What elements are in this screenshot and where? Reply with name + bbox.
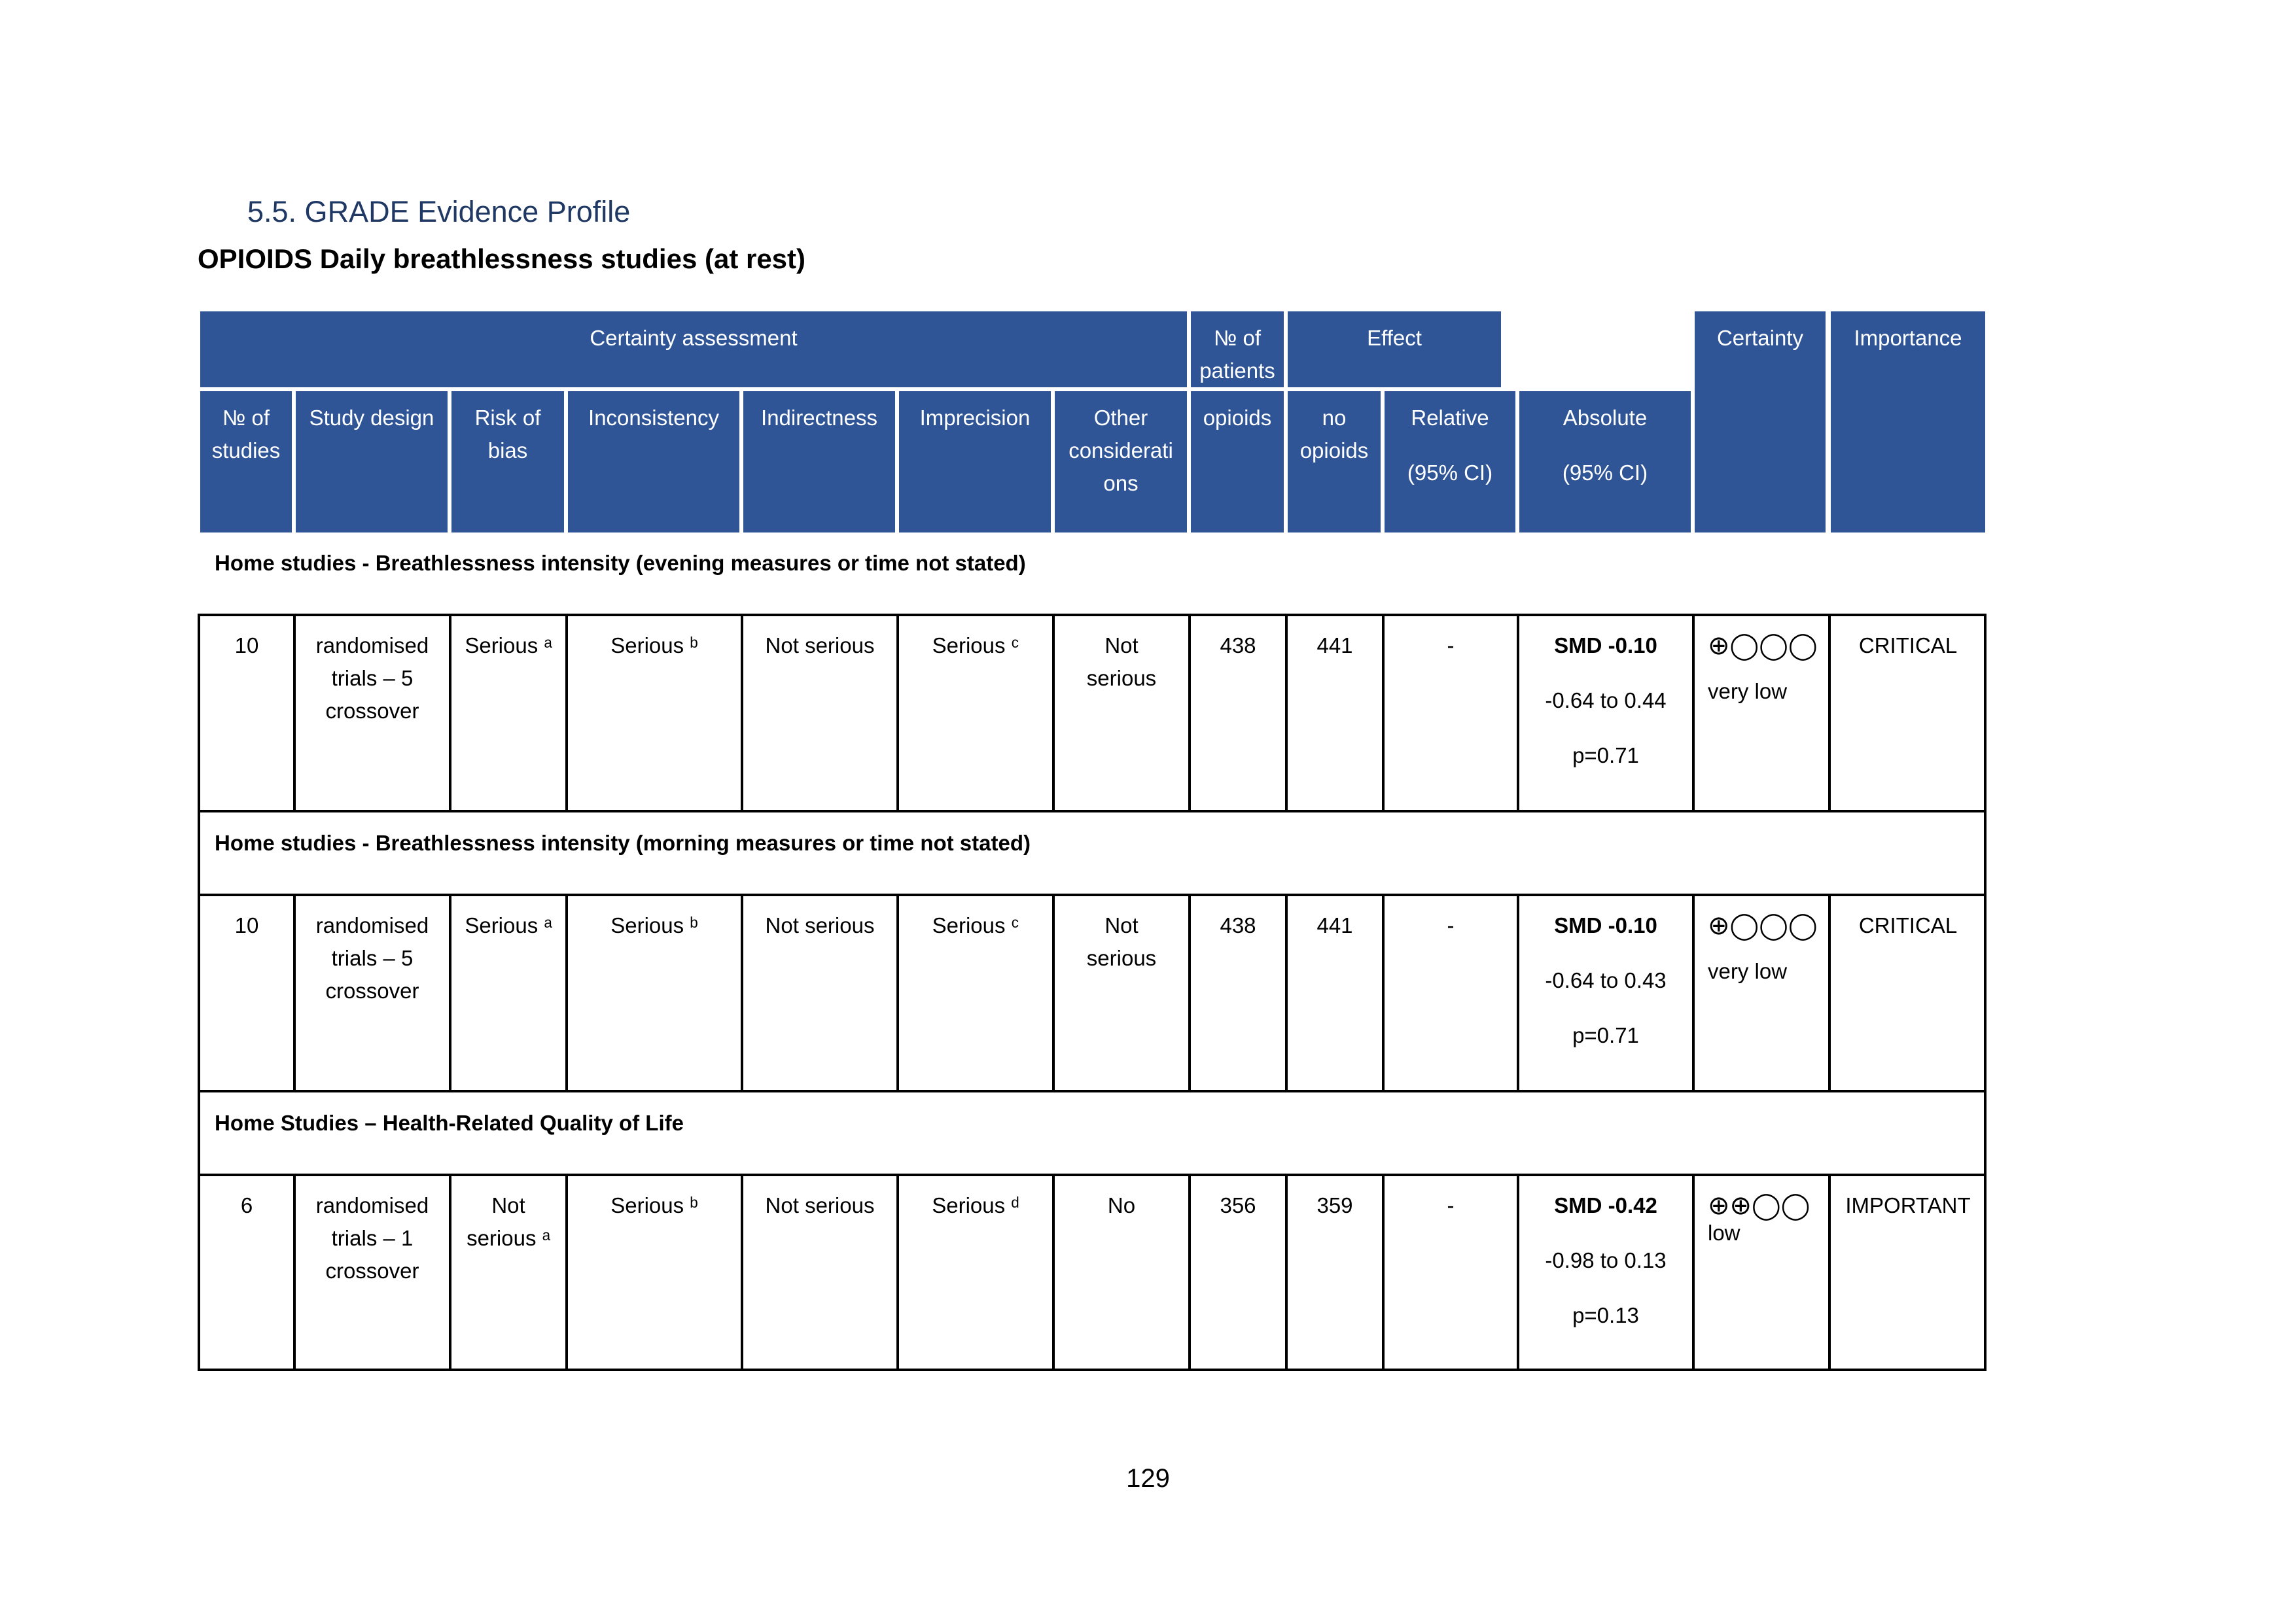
header-risk-of-bias: Risk of bias [451,391,564,532]
column-divider [741,614,743,812]
cell-studies: 10 [234,913,259,937]
cell-relative: - [1447,633,1455,657]
column-divider [449,1174,451,1371]
certainty-rating-icon: ⊕◯◯◯ [1708,631,1818,660]
column-divider [1188,614,1191,812]
cell-imprecision: Serious ᶜ [932,633,1019,657]
header-indirectness: Indirectness [743,391,895,532]
header-study-design: Study design [296,391,448,532]
cell-absolute: SMD -0.10 -0.64 to 0.43 p=0.71 [1545,913,1667,1047]
cell-study-design: randomised trials – 5 crossover [315,633,429,723]
certainty-rating-icon: ⊕⊕◯◯ [1708,1191,1810,1220]
page-number: 129 [1126,1464,1170,1493]
cell-studies: 10 [234,633,259,657]
column-divider [896,1174,899,1371]
column-divider [1382,1174,1385,1371]
cell-indirectness: Not serious [765,633,875,657]
column-divider [1692,1174,1695,1371]
cell-studies: 6 [240,1193,253,1217]
header-absolute: Absolute (95% CI) [1519,391,1691,532]
cell-certainty: ⊕⊕◯◯ low [1693,1176,1829,1370]
column-divider [1517,1174,1519,1371]
row-divider [198,810,1987,812]
section-title: Home studies - Breathlessness intensity (morning measures or time not stated) [215,831,1031,855]
column-divider [293,894,296,1092]
column-divider [198,614,200,1371]
column-divider [1382,894,1385,1092]
header-group-patients: № of patients [1191,311,1284,387]
header-no-of-studies: № of studies [200,391,292,532]
row-divider [198,614,1987,616]
section-title: Home studies - Breathlessness intensity (evening measures or time not stated) [215,551,1026,575]
column-divider [449,894,451,1092]
column-divider [565,614,568,812]
cell-relative: - [1447,913,1455,937]
cell-other-considerations: Not serious [1086,633,1157,690]
cell-imprecision: Serious ᶜ [932,913,1019,937]
cell-inconsistency: Serious ᵇ [610,913,698,937]
cell-imprecision: Serious ᵈ [932,1193,1019,1217]
cell-inconsistency: Serious ᵇ [610,1193,698,1217]
cell-inconsistency: Serious ᵇ [610,633,698,657]
header-relative: Relative (95% CI) [1385,391,1515,532]
cell-importance: CRITICAL [1858,913,1958,937]
cell-indirectness: Not serious [765,913,875,937]
column-divider [1052,894,1055,1092]
column-divider [293,614,296,812]
header-group-certainty-assessment: Certainty assessment [200,311,1187,387]
cell-study-design: randomised trials – 5 crossover [315,913,429,1003]
cell-risk-of-bias: Serious ᵃ [465,633,552,657]
cell-other-considerations: Not serious [1086,913,1157,970]
column-divider [1984,614,1987,1371]
column-divider [1382,614,1385,812]
column-divider [1828,1174,1831,1371]
cell-opioids: 438 [1220,913,1256,937]
section-heading: 5.5. GRADE Evidence Profile [247,195,631,228]
column-divider [1188,894,1191,1092]
cell-opioids: 438 [1220,633,1256,657]
column-divider [741,894,743,1092]
cell-no-opioids: 441 [1316,913,1353,937]
column-divider [1285,614,1288,812]
cell-indirectness: Not serious [765,1193,875,1217]
cell-no-opioids: 441 [1316,633,1353,657]
column-divider [1285,894,1288,1092]
cell-risk-of-bias: Serious ᵃ [465,913,552,937]
header-importance: Importance [1831,311,1985,532]
header-opioids: opioids [1191,391,1284,532]
column-divider [1517,614,1519,812]
cell-absolute: SMD -0.42 -0.98 to 0.13 p=0.13 [1545,1193,1667,1327]
column-divider [565,1174,568,1371]
column-divider [1285,1174,1288,1371]
column-divider [1692,614,1695,812]
column-divider [1828,894,1831,1092]
row-divider [198,1174,1987,1176]
cell-study-design: randomised trials – 1 crossover [315,1193,429,1283]
cell-relative: - [1447,1193,1455,1217]
table-title: OPIOIDS Daily breathlessness studies (at rest) [198,243,806,274]
column-divider [896,614,899,812]
cell-no-opioids: 359 [1316,1193,1353,1217]
column-divider [1052,614,1055,812]
cell-opioids: 356 [1220,1193,1256,1217]
column-divider [449,614,451,812]
header-other-considerations: Other considerati ons [1055,391,1187,532]
row-divider [198,1090,1987,1092]
column-divider [1052,1174,1055,1371]
cell-absolute: SMD -0.10 -0.64 to 0.44 p=0.71 [1545,633,1667,767]
header-certainty: Certainty [1695,311,1826,532]
row-divider [198,1369,1987,1371]
cell-certainty: ⊕◯◯◯ very low [1693,896,1829,1091]
column-divider [1517,894,1519,1092]
cell-risk-of-bias: Not serious ᵃ [467,1193,550,1250]
row-divider [198,894,1987,896]
column-divider [896,894,899,1092]
cell-other-considerations: No [1107,1193,1136,1217]
column-divider [741,1174,743,1371]
column-divider [565,894,568,1092]
column-divider [1188,1174,1191,1371]
cell-importance: CRITICAL [1858,633,1958,657]
header-imprecision: Imprecision [899,391,1051,532]
section-title: Home Studies – Health-Related Quality of Life [215,1111,684,1135]
certainty-rating-icon: ⊕◯◯◯ [1708,911,1818,940]
column-divider [1692,894,1695,1092]
cell-certainty: ⊕◯◯◯ very low [1693,616,1829,811]
header-group-effect: Effect [1288,311,1501,387]
column-divider [1828,614,1831,812]
header-inconsistency: Inconsistency [568,391,739,532]
header-no-opioids: no opioids [1288,391,1381,532]
cell-importance: IMPORTANT [1845,1193,1971,1217]
column-divider [293,1174,296,1371]
